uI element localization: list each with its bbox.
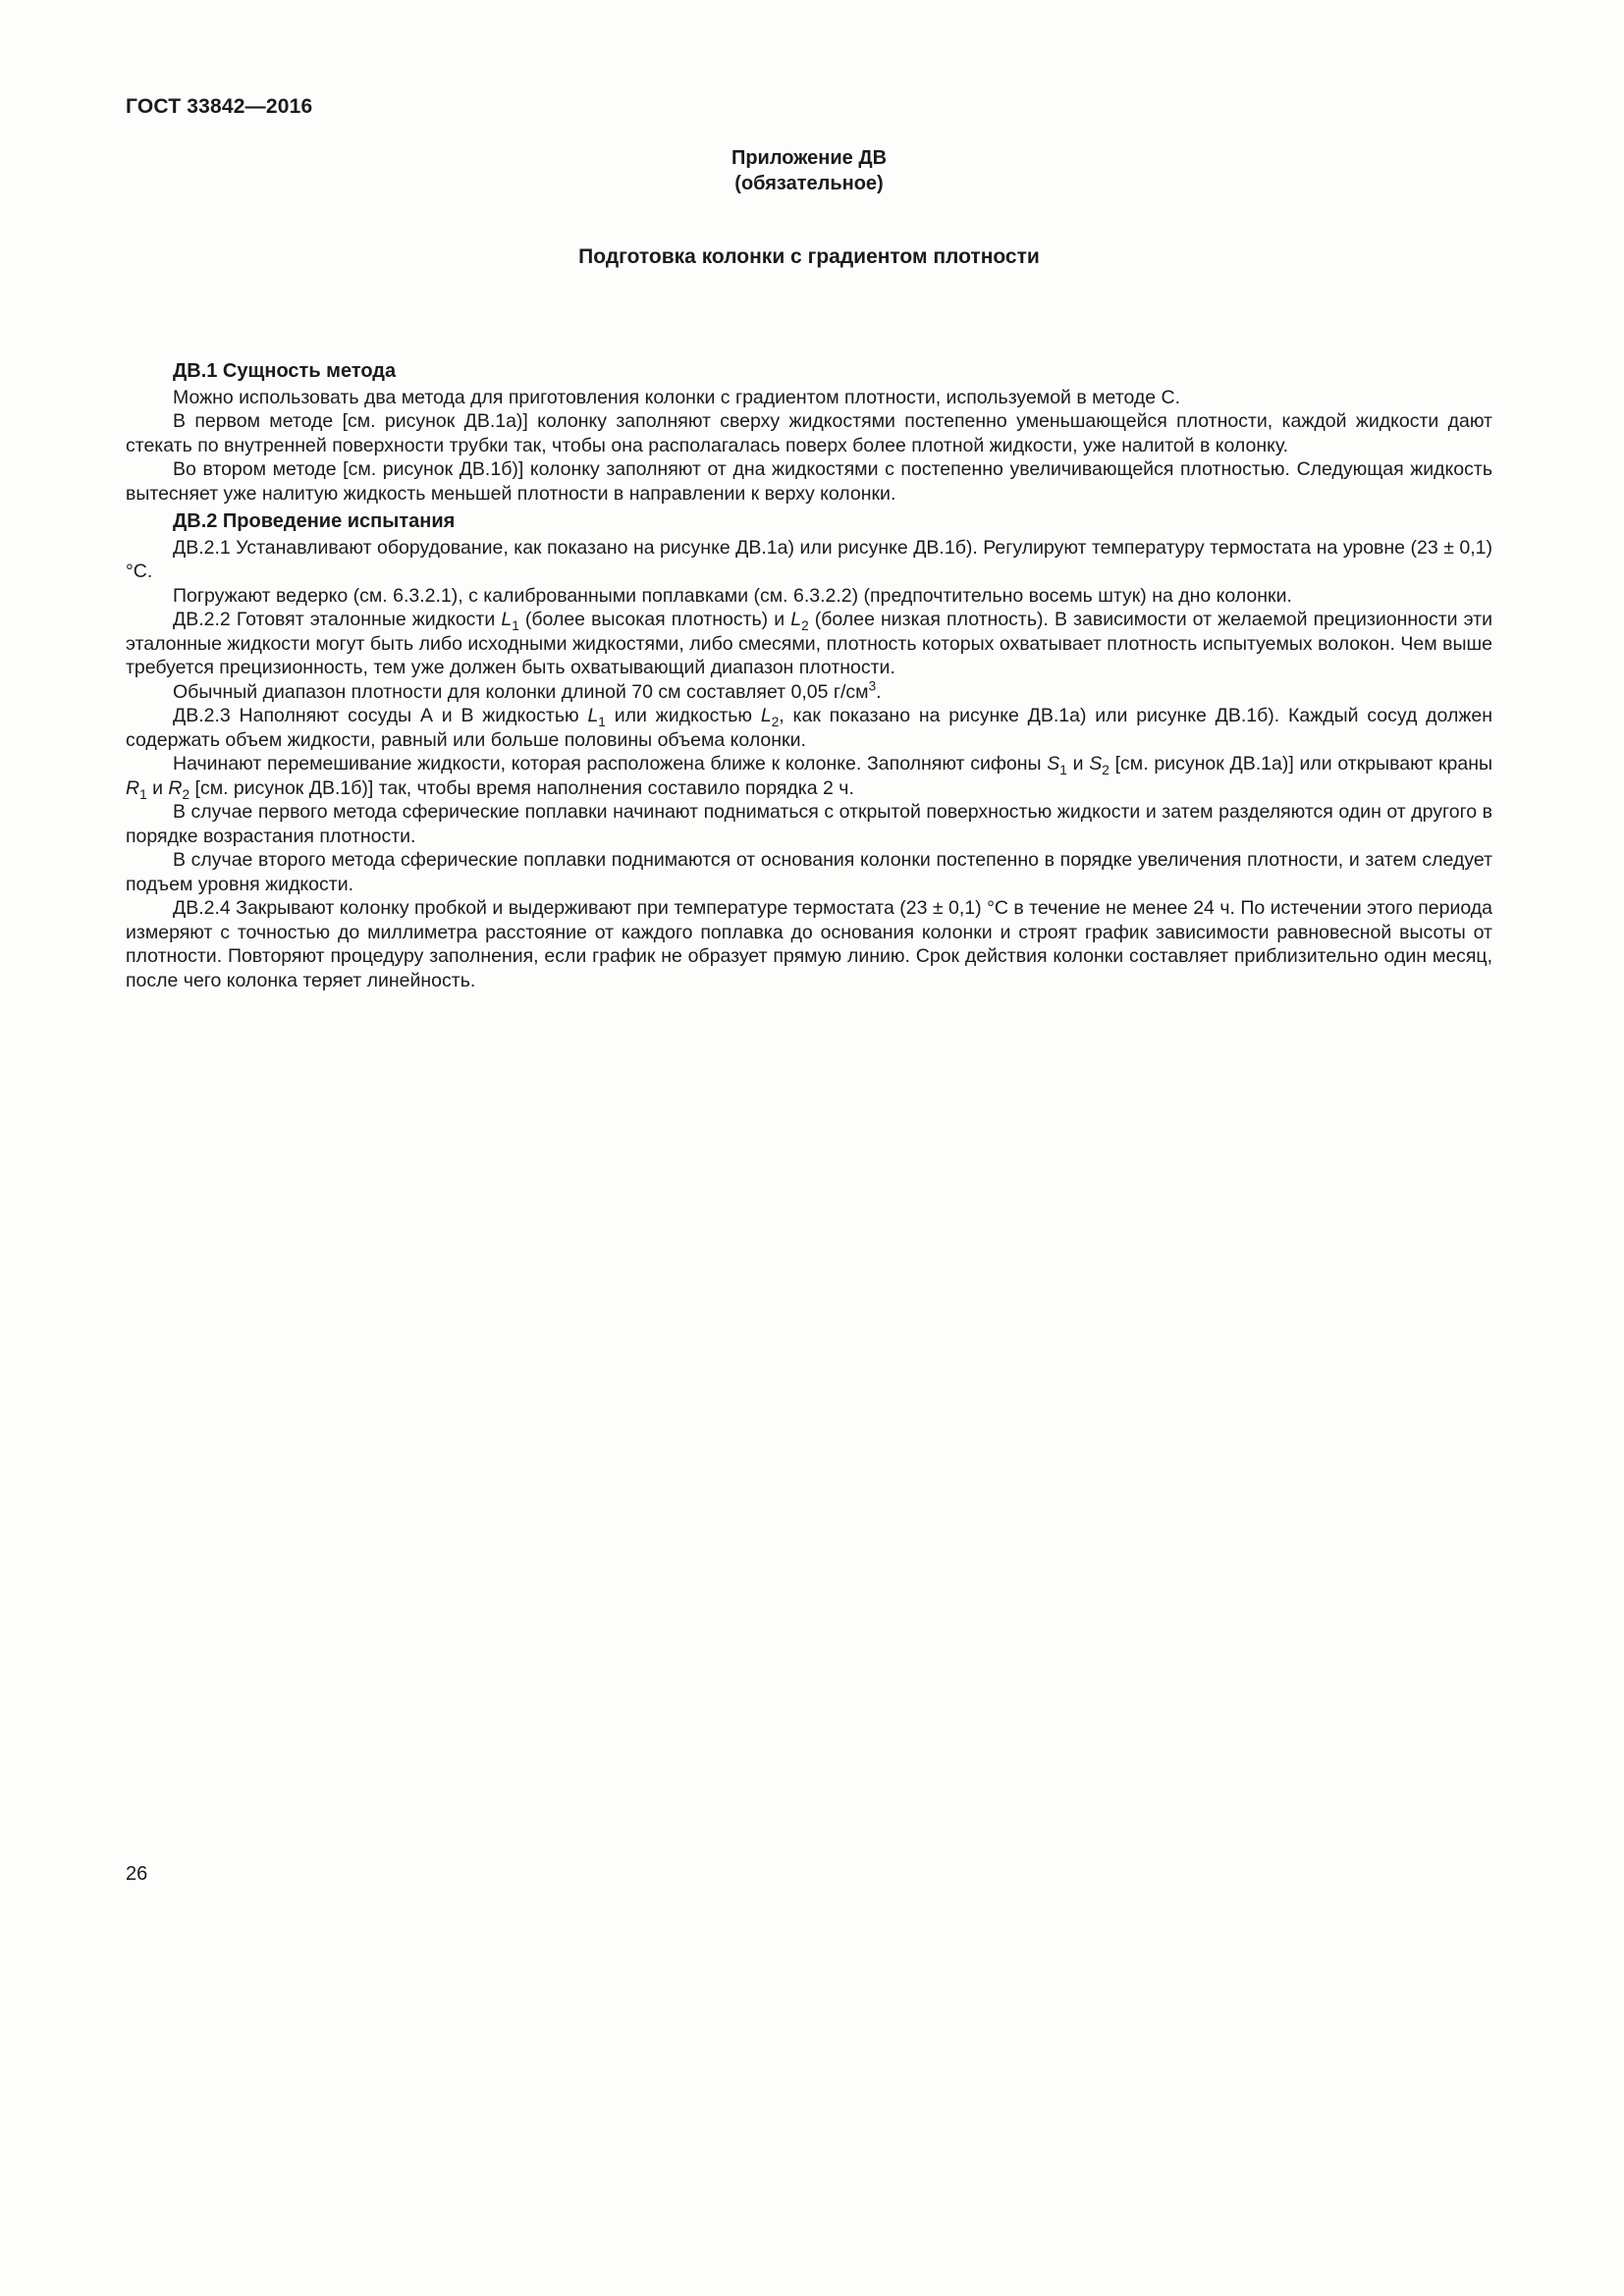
paragraph: Обычный диапазон плотности для колонки длиной 70 см составляет 0,05 $г/см^3$. — [173, 678, 882, 703]
paragraph: Начинают перемешивание жидкости, которая расположена ближе к колонке. Заполняют сифоны $S_1$ и $S_2$ [см. рисунок ДВ.1а)] или открывают краны $R_1$ и $R_2$ [см. рисунок ДВ.1б)] так, чтобы время наполнения составило порядка 2 ч. — [126, 753, 1492, 802]
paragraph: ДВ.2.4 Закрывают колонку пробкой и выдерживают при температуре термостата (23 ± 0,1) °С в течение не менее 24 ч. По истечении этого периода измеряют с точностью до миллиметра расстояние от каждого поплавка до основания колонки и строят график зависимости равновесной высоты от плотности. Повторяют процедуру заполнения, если график не образует прямую линию. Срок действия колонки составляет приблизительно один месяц, после чего колонка теряет линейность. — [126, 897, 1492, 991]
paragraph: ДВ.2.1 Устанавливают оборудование, как показано на рисунке ДВ.1а) или рисунке ДВ.1б). Регулируют температуру термостата на уровне (23 ± 0,1) °С. — [126, 536, 1492, 582]
appendix-heading — [126, 145, 1492, 196]
page-number: 26 — [126, 1863, 148, 1885]
paragraph: Во втором методе [см. рисунок ДВ.1б)] колонку заполняют от дна жидкостями с постепенно увеличивающейся плотностью. Следующая жидкость вытесняет уже налитую жидкость меньшей плотности в направлении к верху колонки. — [126, 458, 1492, 505]
paragraph: ДВ.2.3 Наполняют сосуды А и В жидкостью $L_1$ или жидкостью $L_2$, как показано на рисунке ДВ.1а) или рисунке ДВ.1б). Каждый сосуд должен содержать объем жидкости, равный или больше половины объема колонки. — [126, 705, 1493, 751]
section-heading: ДВ.1 Сущность метода — [173, 360, 397, 382]
appendix-qualifier: (обязательное) — [734, 173, 884, 194]
section-heading: ДВ.2 Проведение испытания — [173, 510, 456, 532]
paragraph: Можно использовать два метода для приготовления колонки с градиентом плотности, используемой в методе С. — [173, 386, 1181, 408]
document-standard-number: ГОСТ 33842—2016 — [126, 95, 313, 118]
paragraph: ДВ.2.2 Готовят эталонные жидкости $L_1$ (более высокая плотность) и $L_2$ (более низкая плотность). В зависимости от желаемой прецизионности эти эталонные жидкости могут быть либо исходными жидкостями, либо смесями, плотность которых охватывает плотность испытуемых волокон. Чем выше требуется прецизионность, тем уже должен быть охватывающий диапазон плотности. — [126, 609, 1492, 678]
appendix-label: Приложение ДВ — [731, 147, 888, 169]
document-body — [126, 355, 1492, 992]
paragraph: В первом методе [см. рисунок ДВ.1а)] колонку заполняют сверху жидкостями постепенно уменьшающейся плотности, каждой жидкости дают стекать по внутренней поверхности трубки так, чтобы она располагалась поверх более плотной жидкости, уже налитой в колонку. — [126, 410, 1492, 456]
appendix-title: Подготовка колонки с градиентом плотности — [578, 245, 1040, 268]
paragraph: В случае первого метода сферические поплавки начинают подниматься с открытой поверхностью жидкости и затем разделяются один от другого в порядке возрастания плотности. — [126, 801, 1492, 847]
paragraph: В случае второго метода сферические поплавки поднимаются от основания колонки постепенно в порядке увеличения плотности, и затем следует подъем уровня жидкости. — [126, 849, 1492, 895]
paragraph: Погружают ведерко (см. 6.3.2.1), с калиброванными поплавками (см. 6.3.2.2) (предпочтительно восемь штук) на дно колонки. — [173, 584, 1292, 607]
